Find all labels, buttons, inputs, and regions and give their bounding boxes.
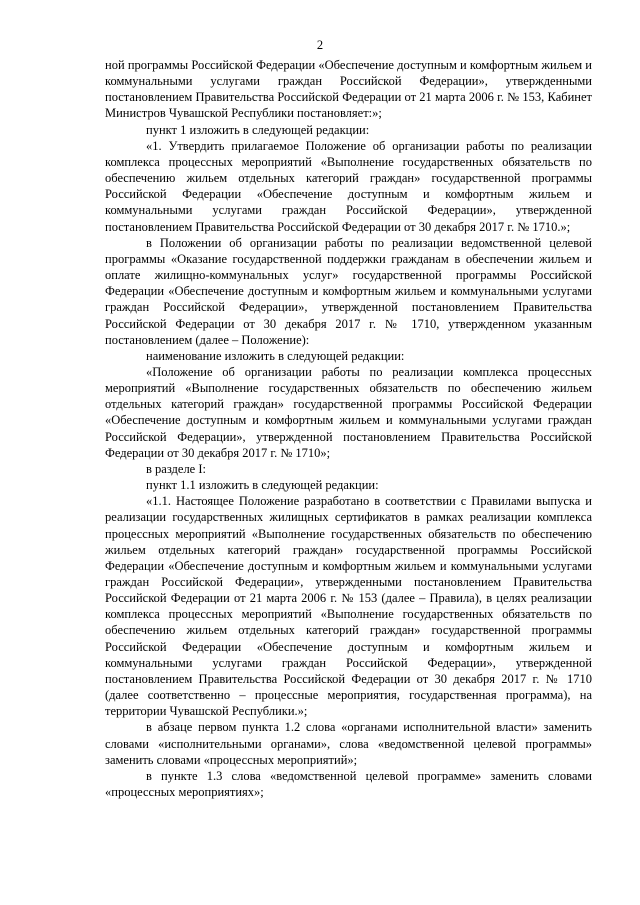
paragraph: пункт 1.1 изложить в следующей редакции: (146, 478, 379, 493)
paragraph: в Положении об организации работы по реализации ведомственной целевой программы «Оказание государственной поддержки гражданам в обеспечении жильем и оплате жилищно-коммунальных услуг» государственной программы Российской Федерации «Обеспечение доступным и комфортным жильем и коммунальными услугами граждан Российской Федерации», утвержденной постановлением Правительства Российской Федерации от 30 декабря 2017 г. № 1710, утвержденном указанным постановлением (далее – Положение): (105, 235, 592, 347)
paragraph: в разделе I: (146, 461, 206, 476)
paragraph: в пункте 1.3 слова «ведомственной целевой программе» заменить словами «процессных мероприятиях»; (105, 768, 592, 800)
paragraph: пункт 1 изложить в следующей редакции: (146, 122, 370, 137)
document-body (105, 57, 592, 800)
page-number: 2 (316, 38, 324, 52)
paragraph: наименование изложить в следующей редакции: (146, 348, 405, 363)
paragraph: «1. Утвердить прилагаемое Положение об организации работы по реализации комплекса процессных мероприятий «Выполнение государственных обязательств по обеспечению жильем отдельных категорий граждан» государственной программы Российской Федерации «Обеспечение доступным и комфортным жильем и коммунальными услугами граждан Российской Федерации», утвержденной постановлением Правительства Российской Федерации от 30 декабря 2017 г. № 1710.»; (105, 138, 592, 234)
paragraph: в абзаце первом пункта 1.2 слова «органами исполнительной власти» заменить словами «исполнительными органами», слова «ведомственной целевой программы» заменить словами «процессных мероприятий»; (105, 720, 592, 767)
paragraph: «1.1. Настоящее Положение разработано в соответствии с Правилами выпуска и реализации государственных жилищных сертификатов в рамках реализации комплекса процессных мероприятий «Выполнение государственных обязательств по обеспечению жильем отдельных категорий граждан» государственной программы Российской Федерации «Обеспечение доступным и комфортным жильем и коммунальными услугами граждан Российской Федерации», утвержденными постановлением Правительства Российской Федерации от 21 марта 2006 г. № 153 (далее – Правила), в целях реализации комплекса процессных мероприятий «Выполнение государственных обязательств по обеспечению жильем отдельных категорий граждан» государственной программы Российской Федерации «Обеспечение доступным и комфортным жильем и коммунальными услугами граждан Российской Федерации», утвержденной постановлением Правительства Российской Федерации от 30 декабря 2017 г. № 1710 (далее соответственно – процессные мероприятия, государственная программа), на территории Чувашской Республики.»; (105, 494, 592, 719)
paragraph: ной программы Российской Федерации «Обеспечение доступным и комфортным жильем и коммунальными услугами граждан Российской Федерации», утвержденными постановлением Правительства Российской Федерации от 21 марта 2006 г. № 153, Кабинет Министров Чувашской Республики постановляет:»; (105, 58, 592, 121)
paragraph: «Положение об организации работы по реализации комплекса процессных мероприятий «Выполнение государственных обязательств по обеспечению жильем отдельных категорий граждан» государственной программы Российской Федерации «Обеспечение доступным и комфортным жильем и коммунальными услугами граждан Российской Федерации», утвержденной постановлением Правительства Российской Федерации от 30 декабря 2017 г. № 1710»; (105, 364, 592, 460)
